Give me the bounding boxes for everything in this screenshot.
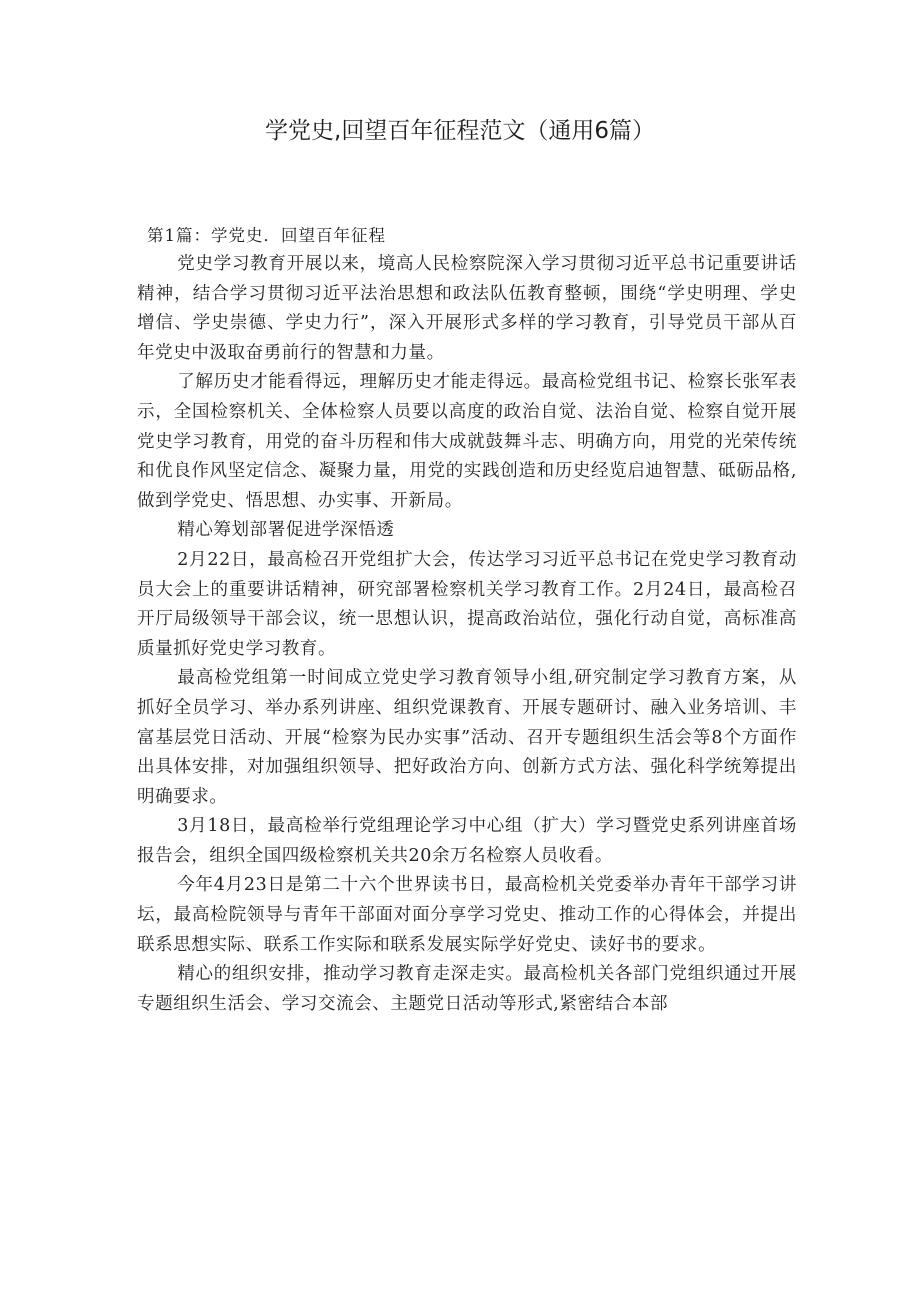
paragraph-4: 最高检党组第一时间成立党史学习教育领导小组,研究制定学习教育方案，从抓好全员学习、举办系列讲座、组织党课教育、开展专题研讨、融入业务培训、丰富基层党日活动、开展“检察为民办实事”活动、召开专题组织生活会等8个方面作出具体安排，对加强组织领导、把好政治方向、创新方式方法、强化科学统筹提出明确要求。 bbox=[137, 668, 797, 807]
paragraph-2: 了解历史才能看得远，理解历史才能走得远。最高检党组书记、检察长张军表示，全国检察机关、全体检察人员要以高度的政治自觉、法治自觉、检察自觉开展党史学习教育，用党的奋斗历程和伟大成就鼓舞斗志、明确方向，用党的光荣传统和优良作风坚定信念、凝聚力量，用党的实践创造和历史经览启迪智慧、砥砺品格,做到学党史、悟思想、办实事、开新局。 bbox=[137, 372, 797, 511]
paragraph-3: 2月22日，最高检召开党组扩大会，传达学习习近平总书记在党史学习教育动员大会上的重要讲话精神，研究部署检察机关学习教育工作。2月24日，最高检召开厅局级领导干部会议，统一思想认识，提高政治站位，强化行动自觉，高标准高质量抓好党史学习教育。 bbox=[137, 549, 797, 659]
section-heading: 第1篇：学党史．回望百年征程 bbox=[147, 226, 386, 245]
document-title: 学党史,回望百年征程范文（通用6篇） bbox=[265, 118, 655, 144]
subheading: 精心筹划部署促进学深悟透 bbox=[177, 520, 395, 541]
paragraph-7: 精心的组织安排，推动学习教育走深走实。最高检机关各部门党组织通过开展专题组织生活会、学习交流会、主题党日活动等形式,紧密结合本部 bbox=[137, 964, 797, 1014]
paragraph-6: 今年4月23日是第二十六个世界读书日，最高检机关党委举办青年干部学习讲坛，最高检院领导与青年干部面对面分享学习党史、推动工作的心得体会，并提出联系思想实际、联系工作实际和联系发展实际学好党史、读好书的要求。 bbox=[137, 875, 797, 955]
paragraph-1: 党史学习教育开展以来，境高人民检察院深入学习贯彻习近平总书记重要讲话精神，结合学习贯彻习近平法治思想和政法队伍教育整顿，围绕“学史明理、学史增信、学史崇德、学史力行”，深入开展形式多样的学习教育，引导党员干部从百年党史中汲取奋勇前行的智慧和力量。 bbox=[137, 254, 797, 363]
paragraph-5: 3月18日，最高检举行党组理论学习中心组（扩大）学习暨党史系列讲座首场报告会，组织全国四级检察机关共20余万名检察人员收看。 bbox=[137, 816, 797, 866]
document-body bbox=[137, 221, 797, 1019]
